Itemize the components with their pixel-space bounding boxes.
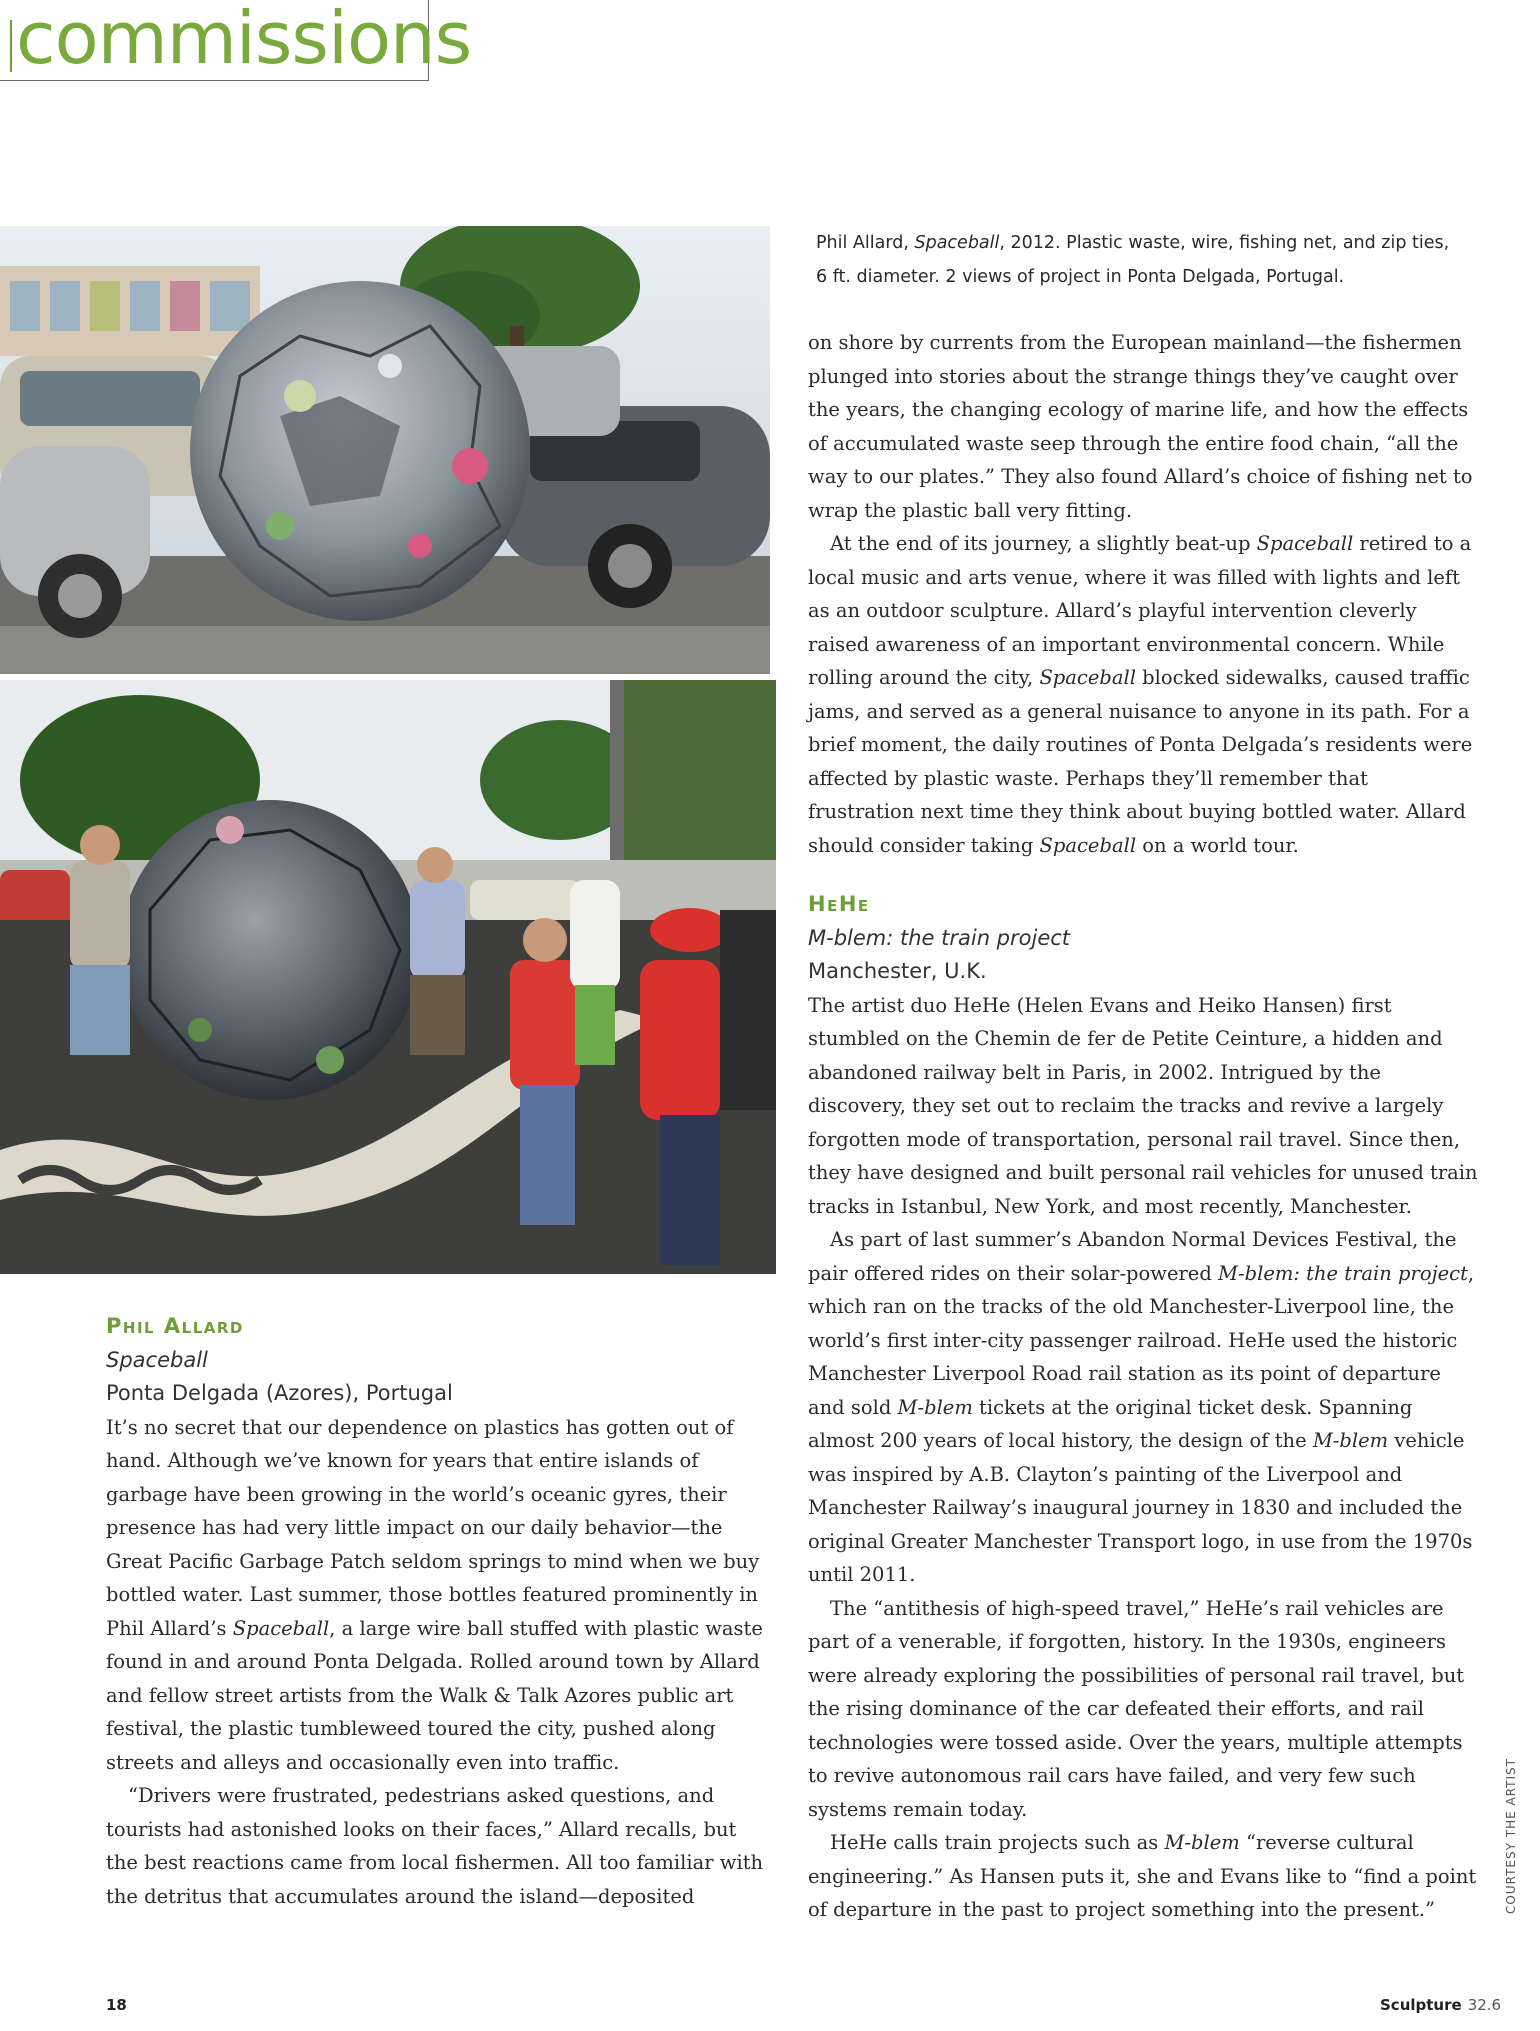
body-paragraph: The artist duo HeHe (Helen Evans and Heiko Hansen) first stumbled on the Chemin de fer de Petite Ceinture, a hidden and abandoned railway belt in Paris, in 2002. Intrigued by the discovery, they set out to reclaim the tracks and revive a largely forgotten mode of transportation, personal rail travel. Since then, they have designed and built personal rail vehicles for unused train tracks in Istanbul, New York, and most recently, Manchester. <box>808 993 1478 1218</box>
artist-name: HeHe <box>808 892 870 916</box>
magazine-footer <box>1380 1996 1501 2014</box>
article-allard-start <box>106 1310 770 1913</box>
caption-details-line2: 6 ft. diameter. 2 views of project in Ponta Delgada, Portugal. <box>816 267 1345 287</box>
photo-spaceball-plaza <box>0 680 776 1274</box>
article-hehe <box>808 888 1478 1927</box>
body-paragraph: The “antithesis of high-speed travel,” HeHe’s rail vehicles are part of a venerable, if forgotten, history. In the 1930s, engineers were already exploring the possibilities of personal rail travel, but the rising dominance of the car defeated their efforts, and rail technologies were tossed aside. Over the years, multiple attempts to revive autonomous rail cars have failed, and very few such systems remain today. <box>808 1596 1465 1821</box>
body-paragraph: At the end of its journey, a slightly beat-up Spaceball retired to a local music and arts venue, where it was filled with lights and left as an outdoor sculpture. Allard’s playful intervention cleverly raised awareness of an important environmental concern. While rolling around the city, Spaceball blocked sidewalks, caused traffic jams, and served as a general nuisance to anyone in its path. For a brief moment, the daily routines of Ponta Delgada’s residents were affected by plastic waste. Perhaps they’ll remember that frustration next time they think about buying bottled water. Allard should consider taking Spaceball on a world tour. <box>808 532 1473 857</box>
photo-spaceball-street-image <box>0 226 770 674</box>
photo-credit: COURTESY THE ARTIST <box>1504 1758 1518 1914</box>
caption-details: , 2012. Plastic waste, wire, fishing net, and zip ties, <box>999 233 1450 253</box>
section-title: commissions <box>16 0 472 80</box>
caption-title: Spaceball <box>914 233 1000 253</box>
body-paragraph: “Drivers were frustrated, pedestrians asked questions, and tourists had astonished looks on their faces,” Allard recalls, but the best reactions came from local fishermen. All too familiar with the detritus that accumulates around the island—deposited <box>106 1784 764 1908</box>
body-paragraph: HeHe calls train projects such as M-blem “reverse cultural engineering.” As Hansen puts it, she and Evans like to “find a point of departure in the past to project something into the present.” <box>808 1831 1477 1921</box>
work-title: Spaceball <box>106 1347 208 1372</box>
caption-artist: Phil Allard, <box>816 233 915 253</box>
section-header <box>0 0 472 81</box>
magazine-name: Sculpture <box>1380 1996 1462 2014</box>
photo-spaceball-plaza-image <box>0 680 776 1274</box>
photo-caption <box>816 226 1516 294</box>
work-location: Ponta Delgada (Azores), Portugal <box>106 1381 453 1405</box>
work-location: Manchester, U.K. <box>808 959 987 983</box>
body-paragraph: on shore by currents from the European mainland—the fishermen plunged into stories about the strange things they’ve caught over the years, the changing ecology of marine life, and how the effects of accumulated waste seep through the entire food chain, “all the way to our plates.” They also found Allard’s choice of fishing net to wrap the plastic ball very fitting. <box>808 331 1473 522</box>
artist-name: Phil Allard <box>106 1314 244 1338</box>
header-accent-bar <box>10 20 12 72</box>
photo-spaceball-street <box>0 226 770 674</box>
article-allard-continued <box>808 326 1478 862</box>
magazine-issue: 32.6 <box>1467 1996 1502 2014</box>
work-title: M-blem: the train project <box>808 925 1071 950</box>
page-number: 18 <box>106 1996 127 2014</box>
body-paragraph: It’s no secret that our dependence on plastics has gotten out of hand. Although we’ve known for years that entire islands of garbage have been growing in the world’s oceanic gyres, their presence has had very little impact on our daily behavior—the Great Pacific Garbage Patch seldom springs to mind when we buy bottled water. Last summer, those bottles featured prominently in Phil Allard’s Spaceball, a large wire ball stuffed with plastic waste found in and around Ponta Delgada. Rolled around town by Allard and fellow street artists from the Walk & Talk Azores public art festival, the plastic tumbleweed toured the city, pushed along streets and alleys and occasionally even into traffic. <box>106 1415 763 1774</box>
body-paragraph: As part of last summer’s Abandon Normal Devices Festival, the pair offered rides on their solar-powered M-blem: the train project, which ran on the tracks of the old Manchester-Liverpool line, the world’s first inter-city passenger railroad. HeHe used the historic Manchester Liverpool Road rail station as its point of departure and sold M-blem tickets at the original ticket desk. Spanning almost 200 years of local history, the design of the M-blem vehicle was inspired by A.B. Clayton’s painting of the Liverpool and Manchester Railway’s inaugural journey in 1830 and included the original Greater Manchester Transport logo, in use from the 1970s until 2011. <box>808 1228 1475 1586</box>
